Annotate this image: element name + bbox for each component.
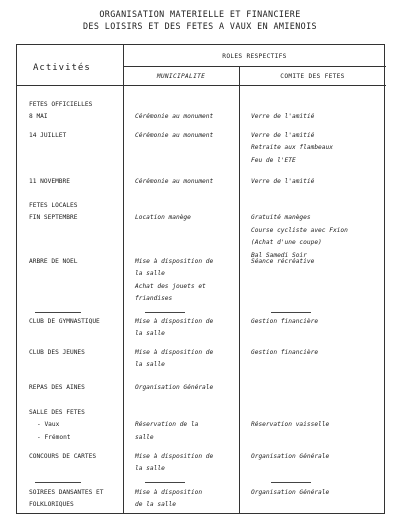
cell-line: la salle xyxy=(135,270,165,278)
document-title xyxy=(0,8,400,32)
cell-line: Séance récréative xyxy=(251,258,315,265)
cell-line: CLUB DE GYMNASTIQUE xyxy=(29,318,100,325)
cell-line xyxy=(251,200,348,212)
cell-line: Gratuité manèges xyxy=(251,214,311,222)
cell-line: REPAS DES AINES xyxy=(29,384,85,391)
header-activites: Activités xyxy=(33,63,91,73)
title-line-1: ORGANISATION MATERIELLE ET FINANCIERE xyxy=(99,9,301,19)
cell-line: FIN SEPTEMBRE xyxy=(29,214,78,222)
cell-line: Retraite aux flambeaux xyxy=(251,144,333,152)
cell-line: 11 NOVEMBRE xyxy=(29,178,70,185)
activity-cell xyxy=(29,407,85,444)
comite-cell xyxy=(251,487,329,499)
roles-table xyxy=(16,44,385,514)
cell-line: la salle xyxy=(135,330,165,338)
cell-line xyxy=(135,200,191,212)
municipalite-cell xyxy=(135,347,213,372)
header-divider xyxy=(123,66,386,67)
cell-line: Gestion financière xyxy=(251,318,319,325)
cell-line: SALLE DES FETES xyxy=(29,409,85,416)
cell-line: Mise à disposition de xyxy=(135,349,214,356)
cell-line: Mise à disposition de xyxy=(135,453,214,460)
cell-line: Mise à disposition de xyxy=(135,258,214,265)
municipalite-cell xyxy=(135,176,213,188)
cell-line: de la salle xyxy=(135,501,176,509)
cell-line: Organisation Générale xyxy=(251,453,330,460)
row-separator xyxy=(145,482,185,483)
cell-line: FETES OFFICIELLES xyxy=(29,101,93,108)
column-divider xyxy=(123,45,124,513)
cell-line: la salle xyxy=(135,361,165,369)
cell-line: Verre de l'amitié xyxy=(251,113,315,121)
cell-line: - Frémont xyxy=(37,433,71,441)
cell-line: la salle xyxy=(135,465,165,473)
cell-line: CONCOURS DE CARTES xyxy=(29,453,97,460)
cell-line: Mise à disposition xyxy=(135,489,203,496)
activity-cell xyxy=(29,200,77,225)
activity-cell xyxy=(29,316,100,328)
cell-line: Cérémonie au monument xyxy=(135,178,214,185)
cell-line: Réservation vaisselle xyxy=(251,421,330,429)
cell-line xyxy=(251,407,329,419)
cell-line: (Achat d'une coupe) xyxy=(251,239,322,247)
cell-line: Organisation Générale xyxy=(135,384,214,391)
header-bottom-line xyxy=(17,85,386,86)
comite-cell xyxy=(251,347,318,359)
cell-line: - Vaux xyxy=(37,421,60,429)
municipalite-cell xyxy=(135,256,213,306)
cell-line: 14 JUILLET xyxy=(29,132,67,139)
cell-line: Organisation Générale xyxy=(251,489,330,496)
cell-line: Bal Samedi Soir xyxy=(251,251,307,259)
cell-line: Location manège xyxy=(135,214,191,222)
cell-line: SOIREES DANSANTES ET xyxy=(29,489,104,496)
header-comite: COMITE DES FETES xyxy=(280,73,345,80)
activity-cell xyxy=(29,176,70,188)
municipalite-cell xyxy=(135,382,213,394)
municipalite-cell xyxy=(135,99,213,124)
cell-line: Cérémonie au monument xyxy=(135,113,214,121)
cell-line xyxy=(135,99,213,111)
cell-line: CLUB DES JEUNES xyxy=(29,349,85,356)
comite-cell xyxy=(251,256,314,268)
row-separator xyxy=(271,312,311,313)
municipalite-cell xyxy=(135,200,191,225)
municipalite-cell xyxy=(135,130,213,142)
comite-cell xyxy=(251,451,329,463)
cell-line: salle xyxy=(135,433,154,441)
cell-line: Feu de l'ETE xyxy=(251,156,296,164)
cell-line: FOLKLORIQUES xyxy=(29,501,74,509)
comite-cell xyxy=(251,316,318,328)
cell-line xyxy=(251,99,314,111)
cell-line: friandises xyxy=(135,295,173,303)
cell-line: 8 MAI xyxy=(29,113,48,121)
cell-line xyxy=(135,407,198,419)
municipalite-cell xyxy=(135,487,202,512)
comite-cell xyxy=(251,200,348,262)
comite-cell xyxy=(251,176,314,188)
cell-line: Course cycliste avec Fxion xyxy=(251,226,348,234)
cell-line: Achat des jouets et xyxy=(135,282,206,290)
row-separator xyxy=(145,312,185,313)
activity-cell xyxy=(29,451,96,463)
cell-line: Gestion financière xyxy=(251,349,319,356)
comite-cell xyxy=(251,130,333,167)
cell-line: Verre de l'amitié xyxy=(251,132,315,139)
activity-cell xyxy=(29,347,85,359)
cell-line: FETES LOCALES xyxy=(29,202,78,209)
municipalite-cell xyxy=(135,451,213,476)
cell-line: ARBRE DE NOEL xyxy=(29,258,78,265)
row-separator xyxy=(35,482,81,483)
municipalite-cell xyxy=(135,407,198,444)
cell-line: Mise à disposition de xyxy=(135,318,214,325)
activity-cell xyxy=(29,487,104,512)
activity-cell xyxy=(29,130,66,142)
comite-cell xyxy=(251,407,329,432)
municipalite-cell xyxy=(135,316,213,341)
row-separator xyxy=(271,482,311,483)
column-divider xyxy=(239,66,240,513)
cell-line: Cérémonie au monument xyxy=(135,132,214,139)
row-separator xyxy=(35,312,81,313)
title-line-2: DES LOISIRS ET DES FETES A VAUX EN AMIENOIS xyxy=(82,21,317,31)
header-municipalite: MUNICIPALITE xyxy=(156,73,206,80)
cell-line: Verre de l'amitié xyxy=(251,178,315,185)
header-roles: ROLES RESPECTIFS xyxy=(222,53,287,60)
activity-cell xyxy=(29,382,85,394)
cell-line: Réservation de la xyxy=(135,421,199,429)
comite-cell xyxy=(251,99,314,124)
activity-cell xyxy=(29,99,92,124)
activity-cell xyxy=(29,256,77,268)
